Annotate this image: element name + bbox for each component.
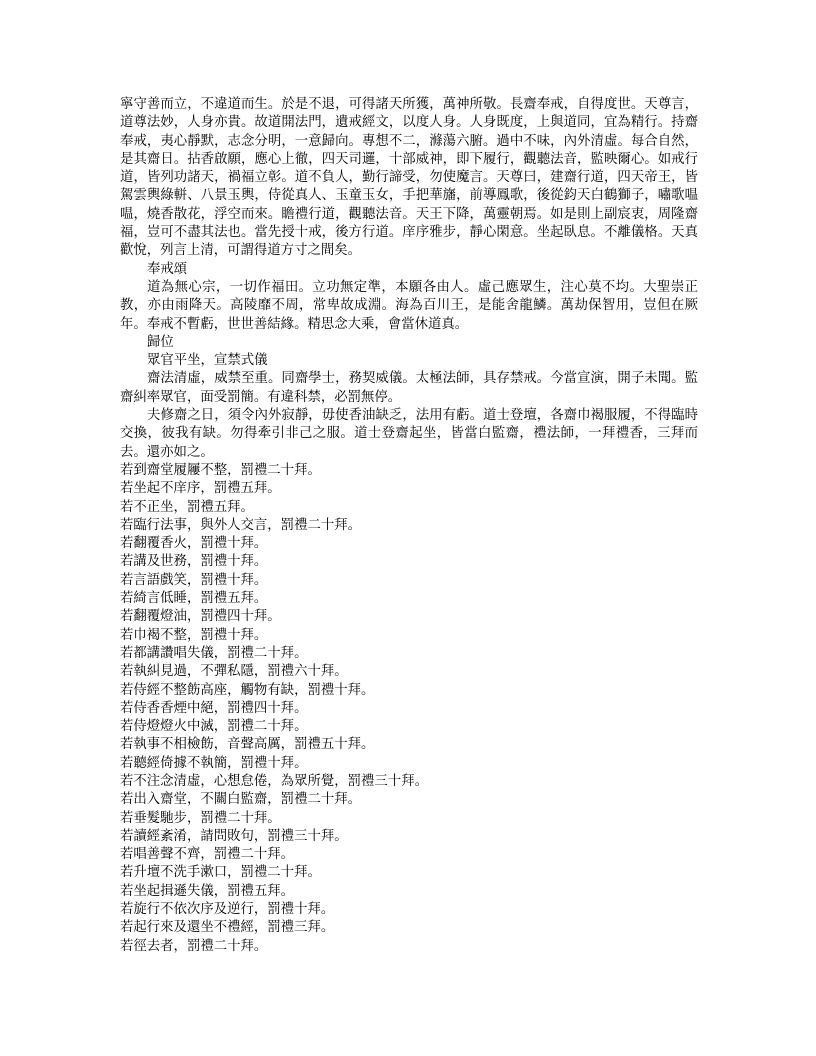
rule-line: 若都講讚唱失儀，罰禮二十拜。 <box>120 645 308 661</box>
document-page <box>120 96 698 956</box>
rule-line: 若臨行法事，與外人交言，罰禮二十拜。 <box>120 517 362 533</box>
body-paragraph: 齋法清虛，威禁至重。同齋學士，務契威儀。太極法師，具存禁戒。今當宣演，開子未聞。監齋糾率眾官，面受罰簡。有違科禁，必罰無停。 <box>120 371 698 405</box>
rule-line: 若侍經不整飭高座，觸物有缺，罰禮十拜。 <box>120 682 375 698</box>
rule-line: 若翻覆香火，罰禮十拜。 <box>120 536 268 552</box>
rule-line: 若垂髮馳步，罰禮二十拜。 <box>120 810 281 826</box>
rule-line: 若升壇不洗手漱口，罰禮二十拜。 <box>120 865 321 881</box>
rule-line: 若旋行不依次序及逆行，罰禮十拜。 <box>120 902 335 918</box>
body-paragraph: 夫修齋之日，須令內外寂靜，毋使香油缺乏，法用有虧。道士登壇，各齋巾褐服履，不得臨時交換，彼我有缺。勿得牽引非己之服。道士登齋起坐，皆當白監齋，禮法師，一拜禮香，三拜而去。還亦如之。 <box>120 408 698 460</box>
rule-line: 若到齋堂履屨不整，罰禮二十拜。 <box>120 462 321 478</box>
rule-line: 若不注念清虛，心想怠倦，為眾所覺，罰禮三十拜。 <box>120 773 428 789</box>
rule-line: 若侍香香煙中絕，罰禮四十拜。 <box>120 700 308 716</box>
rule-line: 若出入齋堂，不關白監齋，罰禮二十拜。 <box>120 792 362 808</box>
rule-line: 若聽經倚據不執簡，罰禮十拜。 <box>120 755 308 771</box>
section-heading: 奉戒頌 <box>147 261 188 277</box>
body-paragraph: 寧守善而立，不違道而生。於是不退，可得諸天所獲，萬神所敬。長齋奉戒，自得度世。天尊言，道尊法妙，人身亦貴。故道開法門，遺戒經文，以度人身。人身既度，上與道同，宜為精行。持齋奉戒，夷心靜默，志念分明，一意歸向。專想不二，滌蕩六腑。過中不味，內外清虛。每合自然，是其齋日。拈香啟願，應心上徹，四天司邏，十部威神，即下履行，觀聽法音，監映爾心。如戒行道，皆列功諸天，禍福立彰。道不負人，勤行諦受，勿使魔言。天尊曰，建齋行道，四天帝王，皆駕雲輿綠軿、八景玉輿，侍從真人、玉童玉女，手把華旛，前導鳳歌，後從鈞天白鶴獅子，嘯歌嗢嗢，燒香散花，浮空而來。瞻禮行道，觀聽法音。天王下降，萬靈朝焉。如是則上副宸衷，周隆齋福，豈可不盡其法也。當先授十戒，後方行道。庠序雅步，靜心閑意。坐起臥息。不離儀格。天真歡悅，列言上清，可謂得道方寸之間矣。 <box>120 97 698 259</box>
rule-line: 若翻覆燈油，罰禮四十拜。 <box>120 609 281 625</box>
rule-line: 若不正坐，罰禮五拜。 <box>120 499 254 515</box>
rule-line: 若讀經紊淆，請問敗句，罰禮三十拜。 <box>120 828 348 844</box>
section-heading: 歸位 <box>147 334 174 350</box>
body-paragraph: 道為無心宗，一切作福田。立功無定準，本願各由人。虛己應眾生，注心莫不均。大聖崇正教，亦由雨降天。高陵靡不周，常卑故成淵。海為百川王，是能舍龍鱗。萬劫保智用，豈但在厥年。奉戒不暫虧，世世善結緣。精思念大乘，會當休道真。 <box>120 279 698 332</box>
section-heading: 眾官平坐，宣禁式儀 <box>147 353 268 369</box>
rule-line: 若坐起揖遜失儀，罰禮五拜。 <box>120 883 295 899</box>
rule-line: 若執糾見過，不彈私隱，罰禮六十拜。 <box>120 664 348 680</box>
rule-line: 若言語戲笑，罰禮十拜。 <box>120 572 268 588</box>
rule-line: 若徑去者，罰禮二十拜。 <box>120 938 268 954</box>
rule-line: 若執事不相檢飭，音聲高厲，罰禮五十拜。 <box>120 737 375 753</box>
rule-line: 若講及世務，罰禮十拜。 <box>120 554 268 570</box>
rule-line: 若巾褐不整，罰禮十拜。 <box>120 627 268 643</box>
rule-line: 若侍燈燈火中滅，罰禮二十拜。 <box>120 719 308 735</box>
rule-line: 若坐起不庠序，罰禮五拜。 <box>120 481 281 497</box>
rule-line: 若唱善聲不齊，罰禮二十拜。 <box>120 847 295 863</box>
rule-line: 若起行來及還坐不禮經，罰禮三拜。 <box>120 920 335 936</box>
rule-line: 若綺言低睡，罰禮五拜。 <box>120 591 268 607</box>
